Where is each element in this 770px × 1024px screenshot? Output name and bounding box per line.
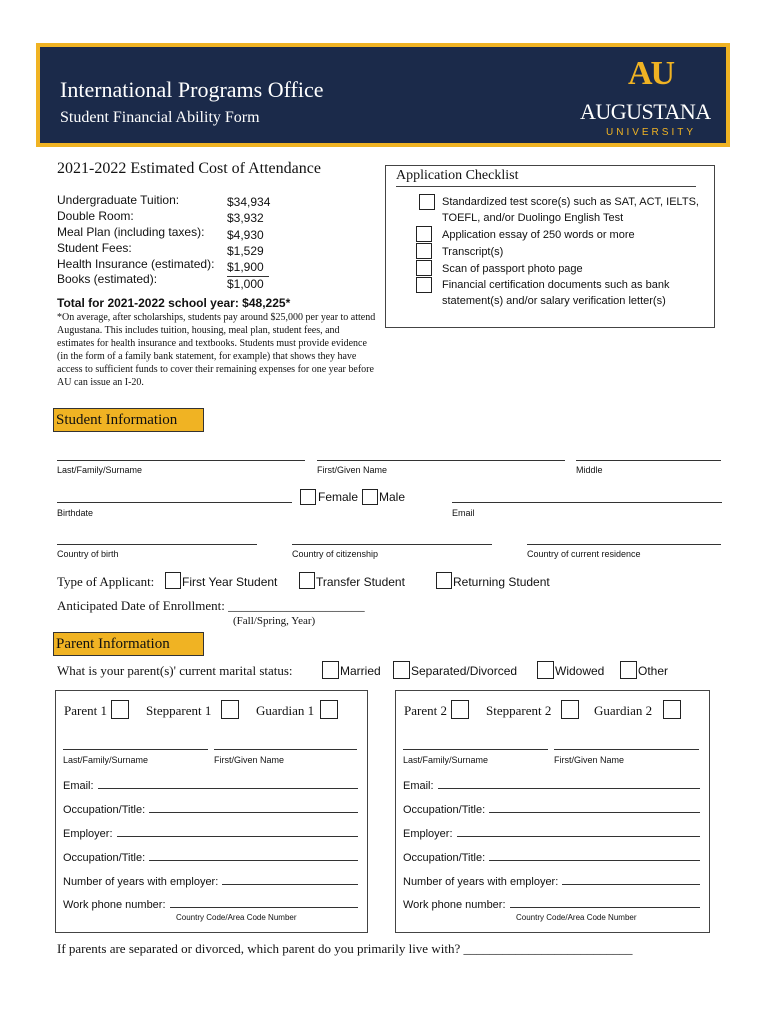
p2-occupation2-line (489, 852, 700, 861)
checklist-item: Scan of passport photo page (442, 263, 583, 275)
live-with-input[interactable]: __________________________ (463, 941, 633, 956)
p1-employer-line (117, 828, 358, 837)
country-birth-input[interactable] (57, 544, 257, 545)
p1-years-field[interactable] (63, 876, 358, 888)
separated-label: Separated/Divorced (411, 664, 518, 678)
logo-university: UNIVERSITY (606, 127, 697, 138)
p2-employer-label: Employer: (403, 828, 453, 840)
p1-employer-label: Employer: (63, 828, 113, 840)
widowed-label: Widowed (555, 664, 605, 678)
cost-label: Meal Plan (including taxes): (57, 225, 205, 239)
country-residence-input[interactable] (527, 544, 721, 545)
other-label: Other (638, 664, 669, 678)
checklist-checkbox[interactable] (419, 194, 435, 210)
p1-email-label: Email: (63, 780, 94, 792)
guardian-2-label: Guardian 2 (594, 703, 653, 718)
birthdate-caption: Birthdate (57, 508, 94, 518)
p1-employer-field[interactable] (63, 828, 358, 840)
enrollment-text: Anticipated Date of Enrollment: (57, 598, 229, 613)
p2-employer-line (457, 828, 700, 837)
transfer-label: Transfer Student (316, 575, 405, 589)
parent-2-label: Parent 2 (404, 703, 447, 718)
cost-value: $4,930 (227, 228, 264, 242)
p2-occupation2-field[interactable] (403, 852, 700, 864)
p2-employer-field[interactable] (403, 828, 700, 840)
first-name-caption: First/Given Name (317, 465, 388, 475)
p1-occupation-field[interactable] (63, 804, 358, 816)
p1-phone-label: Work phone number: (63, 899, 166, 911)
p1-occupation-line (149, 804, 358, 813)
cost-note: *On average, after scholarships, students pay around $25,000 per year to attend Augustana. This includes tuition, housing, meal plan, student fees, and estimates for health insurance and textbooks. Students must provide evidence (in the form of a family bank statement, for example) that shows they have access to sufficient funds to cover their remaining expenses for one year before AU can issue an I-20. (57, 312, 376, 388)
cost-label: Student Fees: (57, 241, 132, 255)
stepparent-1-checkbox[interactable] (221, 700, 239, 719)
first-year-label: First Year Student (182, 575, 278, 589)
female-checkbox[interactable] (300, 489, 316, 505)
female-label: Female (318, 490, 359, 504)
country-citizenship-input[interactable] (292, 544, 492, 545)
middle-caption: Middle (576, 465, 603, 475)
stepparent-1-label: Stepparent 1 (146, 703, 212, 718)
cost-label: Books (estimated): (57, 272, 158, 286)
p1-last-name-input[interactable] (63, 749, 208, 750)
p1-last-name-caption: Last/Family/Surname (63, 755, 149, 765)
transfer-checkbox[interactable] (299, 572, 315, 589)
cost-value: $1,529 (227, 244, 264, 258)
p2-last-name-input[interactable] (403, 749, 548, 750)
p2-first-name-input[interactable] (554, 749, 699, 750)
guardian-2-checkbox[interactable] (663, 700, 681, 719)
stepparent-2-label: Stepparent 2 (486, 703, 552, 718)
office-title: International Programs Office (60, 77, 324, 102)
p2-phone-line (510, 899, 700, 908)
birthdate-input[interactable] (57, 502, 292, 503)
p1-occupation-label: Occupation/Title: (63, 804, 146, 816)
p2-years-field[interactable] (403, 876, 700, 888)
p2-phone-caption: Country Code/Area Code Number (516, 913, 637, 922)
p1-first-name-caption: First/Given Name (214, 755, 285, 765)
p1-occupation2-label: Occupation/Title: (63, 852, 146, 864)
checklist-item: Application essay of 250 words or more (442, 229, 635, 241)
p1-years-line (222, 876, 358, 885)
returning-label: Returning Student (453, 575, 550, 589)
cost-value: $1,000 (227, 276, 269, 291)
checklist-checkbox[interactable] (416, 277, 432, 293)
checklist-title: Application Checklist (396, 168, 519, 183)
parent-2-checkbox[interactable] (451, 700, 469, 719)
p2-email-field[interactable] (403, 780, 700, 792)
marital-question: What is your parent(s)' current marital status: (57, 663, 293, 678)
parent-info-heading: Parent Information (53, 632, 204, 656)
cost-title: 2021-2022 Estimated Cost of Attendance (57, 160, 321, 177)
p2-occupation-label: Occupation/Title: (403, 804, 486, 816)
cost-value: $34,934 (227, 195, 271, 209)
married-label: Married (340, 664, 381, 678)
p1-email-line (98, 780, 358, 789)
p1-occupation2-line (149, 852, 358, 861)
p1-first-name-input[interactable] (214, 749, 357, 750)
p2-occupation2-label: Occupation/Title: (403, 852, 486, 864)
cost-value: $1,900 (227, 260, 264, 274)
enrollment-input[interactable]: _____________________ (228, 598, 365, 613)
checklist-rule (396, 186, 696, 187)
country-citizenship-caption: Country of citizenship (292, 549, 379, 559)
p2-email-label: Email: (403, 780, 434, 792)
parent-2-box (395, 690, 710, 933)
p2-last-name-caption: Last/Family/Surname (403, 755, 489, 765)
male-checkbox[interactable] (362, 489, 378, 505)
logo-au: AU (628, 55, 674, 92)
applicant-type-label: Type of Applicant: (57, 574, 155, 589)
p2-phone-label: Work phone number: (403, 899, 506, 911)
cost-label: Health Insurance (estimated): (57, 257, 215, 271)
male-label: Male (379, 490, 406, 504)
p1-phone-field[interactable] (63, 899, 358, 911)
parent-1-box (55, 690, 368, 933)
p1-occupation2-field[interactable] (63, 852, 358, 864)
form-title: Student Financial Ability Form (60, 109, 260, 126)
p1-phone-line (170, 899, 358, 908)
guardian-1-label: Guardian 1 (256, 703, 315, 718)
email-caption: Email (452, 508, 475, 518)
p1-phone-caption: Country Code/Area Code Number (176, 913, 297, 922)
checklist-item: Transcript(s) (442, 246, 504, 258)
parent-1-checkbox[interactable] (111, 700, 129, 719)
p1-years-label: Number of years with employer: (63, 876, 219, 888)
checklist-checkbox[interactable] (416, 243, 432, 259)
logo-name: AUGUSTANA (580, 99, 711, 124)
parent-1-label: Parent 1 (64, 703, 107, 718)
p2-occupation-field[interactable] (403, 804, 700, 816)
p2-years-line (562, 876, 700, 885)
first-name-input[interactable] (317, 460, 565, 461)
p2-phone-field[interactable] (403, 899, 700, 911)
p2-occupation-line (489, 804, 700, 813)
p2-years-label: Number of years with employer: (403, 876, 559, 888)
guardian-1-checkbox[interactable] (320, 700, 338, 719)
enrollment-label (57, 598, 365, 614)
checklist-checkbox[interactable] (416, 226, 432, 242)
cost-value: $3,932 (227, 211, 264, 225)
cost-label: Double Room: (57, 209, 134, 223)
widowed-checkbox[interactable] (537, 661, 554, 679)
live-with-text: If parents are separated or divorced, which parent do you primarily live with? (57, 941, 461, 956)
last-name-caption: Last/Family/Surname (57, 465, 143, 475)
stepparent-2-checkbox[interactable] (561, 700, 579, 719)
separated-checkbox[interactable] (393, 661, 410, 679)
cost-total: Total for 2021-2022 school year: $48,225* (57, 296, 291, 310)
p2-email-line (438, 780, 700, 789)
other-checkbox[interactable] (620, 661, 637, 679)
header-banner (36, 43, 730, 147)
application-checklist (385, 165, 715, 328)
cost-label: Undergraduate Tuition: (57, 193, 180, 207)
checklist-item: Financial certification documents such as bank statement(s) and/or salary verification letter(s) (442, 279, 670, 307)
email-input[interactable] (452, 502, 722, 503)
p2-first-name-caption: First/Given Name (554, 755, 625, 765)
checklist-item: Standardized test score(s) such as SAT, ACT, IELTS, TOEFL, and/or Duolingo English Test (442, 196, 699, 224)
returning-checkbox[interactable] (436, 572, 452, 589)
student-info-heading: Student Information (53, 408, 204, 432)
p1-email-field[interactable] (63, 780, 358, 792)
country-residence-caption: Country of current residence (527, 549, 641, 559)
enrollment-hint: (Fall/Spring, Year) (233, 615, 316, 627)
married-checkbox[interactable] (322, 661, 339, 679)
last-name-input[interactable] (57, 460, 305, 461)
country-birth-caption: Country of birth (57, 549, 119, 559)
checklist-checkbox[interactable] (416, 260, 432, 276)
first-year-checkbox[interactable] (165, 572, 181, 589)
live-with-question (57, 941, 632, 957)
middle-name-input[interactable] (576, 460, 721, 461)
